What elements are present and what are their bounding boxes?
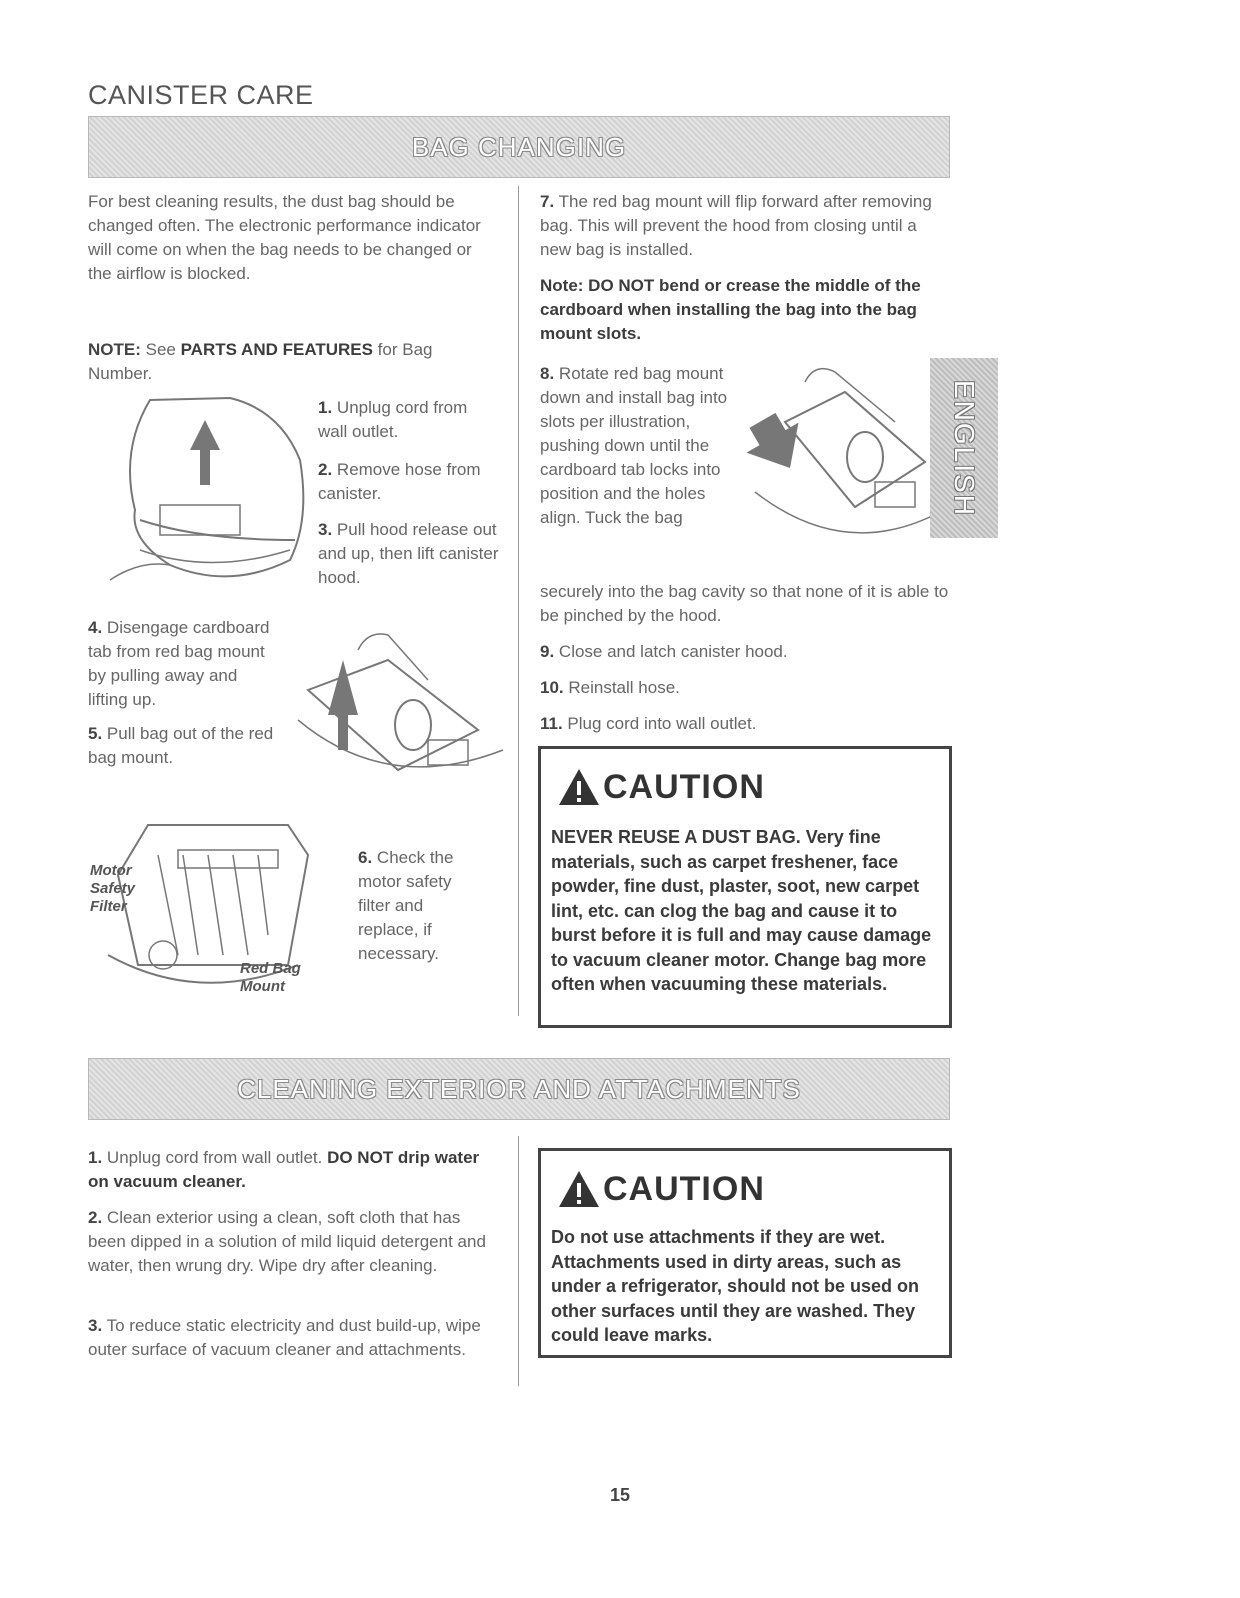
section-band-bag-changing [88, 116, 950, 178]
step-1: 1. Unplug cord from wall outlet. [318, 398, 468, 441]
caution-box-attachments [538, 1148, 952, 1358]
bag-note: NOTE: See PARTS AND FEATURES for Bag Number. [88, 340, 433, 383]
step-6: 6. Check the motor safety filter and replace, if necessary. [358, 848, 454, 963]
label-red-bag-mount: Red Bag Mount [240, 960, 301, 995]
column-divider [518, 1136, 519, 1386]
warning-triangle-icon [557, 767, 601, 807]
warning-triangle-icon [557, 1169, 601, 1209]
cleaning-step-3: 3. To reduce static electricity and dust build-up, wipe outer surface of vacuum cleaner and attachments. [88, 1316, 481, 1359]
step-11: 11. Plug cord into wall outlet. [540, 714, 757, 733]
step-5: 5. Pull bag out of the red bag mount. [88, 724, 274, 767]
caution-header [557, 763, 939, 811]
step-4: 4. Disengage cardboard tab from red bag mount by pulling away and lifting up. [88, 618, 270, 709]
column-divider [518, 186, 519, 1016]
step-9: 9. Close and latch canister hood. [540, 642, 788, 661]
cleaning-step-2: 2. Clean exterior using a clean, soft cloth that has been dipped in a solution of mild liquid detergent and water, then wrung dry. Wipe dry after cleaning. [88, 1208, 486, 1275]
cleaning-step-1: 1. Unplug cord from wall outlet. DO NOT drip water on vacuum cleaner. [88, 1148, 480, 1191]
section-title: BAG CHANGING [411, 131, 627, 162]
bag-install-illustration [745, 362, 945, 562]
caution-text: NEVER REUSE A DUST BAG. Very fine materials, such as carpet freshener, face powder, fine dust, plaster, soot, new carpet lint, etc. can clog the bag and cause it to burst before it is full and may cause damage to vacuum cleaner motor. Change bag more often when vacuuming these materials. [551, 827, 932, 994]
step-8: 8. Rotate red bag mount down and install bag into slots per illustration, pushing down until the cardboard tab locks into position and the holes align. Tuck the bag [540, 364, 728, 527]
step-2: 2. Remove hose from canister. [318, 460, 481, 503]
section-band-cleaning [88, 1058, 950, 1120]
page-number: 15 [609, 1485, 631, 1505]
label-motor-safety-filter: Motor Safety Filter [90, 862, 136, 915]
cardboard-note: Note: DO NOT bend or crease the middle of the cardboard when installing the bag into the bag mount slots. [540, 276, 921, 343]
section-title: CLEANING EXTERIOR AND ATTACHMENTS [237, 1073, 801, 1104]
step-8-continued: securely into the bag cavity so that none of it is able to be pinched by the hood. [540, 582, 949, 625]
step-10: 10. Reinstall hose. [540, 678, 680, 697]
caution-box-dust-bag [538, 746, 952, 1028]
canister-hood-illustration [110, 390, 310, 600]
language-tab-english: ENGLISH [930, 358, 998, 538]
caution-header [557, 1165, 939, 1213]
page-heading: CANISTER CARE [88, 80, 314, 110]
step-3: 3. Pull hood release out and up, then lift canister hood. [318, 520, 499, 587]
bag-removal-illustration [288, 620, 508, 795]
caution-word: CAUTION [603, 767, 765, 806]
caution-text: Do not use attachments if they are wet. Attachments used in dirty areas, such as under a refrigerator, should not be used on other surfaces until they are washed. They could leave marks. [551, 1227, 920, 1345]
step-7: 7. The red bag mount will flip forward after removing bag. This will prevent the hood from closing until a new bag is installed. [540, 192, 932, 259]
bag-intro: For best cleaning results, the dust bag should be changed often. The electronic performance indicator will come on when the bag needs to be changed or the airflow is blocked. [88, 192, 481, 283]
caution-word: CAUTION [603, 1169, 765, 1208]
